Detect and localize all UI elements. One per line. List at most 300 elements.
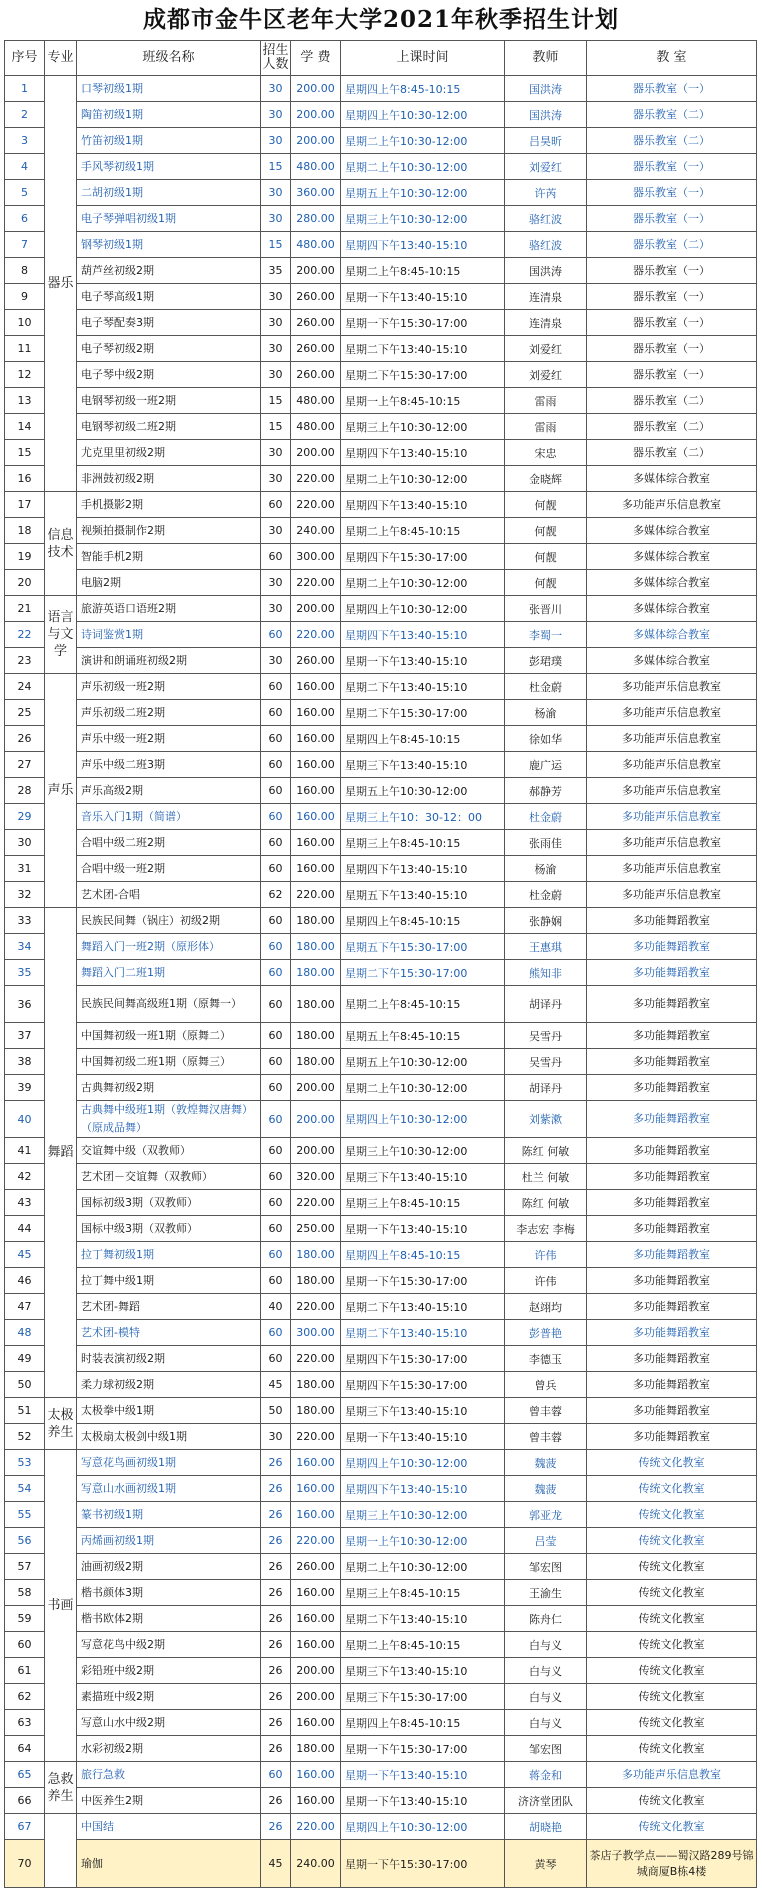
classroom-cell: 传统文化教室 — [587, 1684, 757, 1710]
teacher-cell: 何靓 — [505, 492, 587, 518]
class-name: 素描班中级2期 — [77, 1684, 261, 1710]
row-number: 63 — [5, 1710, 45, 1736]
fee-cell: 160.00 — [291, 1788, 341, 1814]
schedule-cell: 星期五下午13:40-15:10 — [341, 882, 505, 908]
fee-cell: 180.00 — [291, 908, 341, 934]
class-name: 合唱中级二班2期 — [77, 830, 261, 856]
class-name: 艺术团-模特 — [77, 1320, 261, 1346]
class-name: 演讲和朗诵班初级2期 — [77, 648, 261, 674]
teacher-cell: 白与义 — [505, 1710, 587, 1736]
table-row — [5, 934, 757, 960]
fee-cell: 220.00 — [291, 466, 341, 492]
major-cell: 太极养生 — [45, 1398, 77, 1450]
table-row — [5, 414, 757, 440]
teacher-cell: 刘爱红 — [505, 154, 587, 180]
teacher-cell: 张雨佳 — [505, 830, 587, 856]
table-row — [5, 258, 757, 284]
quota-cell: 45 — [261, 1840, 291, 1888]
class-name: 艺术团-舞蹈 — [77, 1294, 261, 1320]
schedule-cell: 星期一下午15:30-17:00 — [341, 1736, 505, 1762]
major-cell: 信息技术 — [45, 492, 77, 596]
schedule-cell: 星期二上午10:30-12:00 — [341, 466, 505, 492]
fee-cell: 480.00 — [291, 414, 341, 440]
quota-cell: 30 — [261, 310, 291, 336]
schedule-cell: 星期二下午13:40-15:10 — [341, 1320, 505, 1346]
row-number: 15 — [5, 440, 45, 466]
schedule-cell: 星期一下午13:40-15:10 — [341, 1424, 505, 1450]
classroom-cell: 多功能舞蹈教室 — [587, 908, 757, 934]
teacher-cell: 何靓 — [505, 518, 587, 544]
classroom-cell: 器乐教室（二） — [587, 388, 757, 414]
classroom-cell: 多功能舞蹈教室 — [587, 1023, 757, 1049]
fee-cell: 160.00 — [291, 674, 341, 700]
header-time: 上课时间 — [341, 41, 505, 76]
row-number: 66 — [5, 1788, 45, 1814]
quota-cell: 60 — [261, 1101, 291, 1138]
schedule-cell: 星期二上午10:30-12:00 — [341, 1075, 505, 1101]
quota-cell: 60 — [261, 1075, 291, 1101]
major-cell: 声乐 — [45, 674, 77, 908]
major-cell: 急救养生 — [45, 1762, 77, 1814]
schedule-cell: 星期一上午10:30-12:00 — [341, 1528, 505, 1554]
class-name: 葫芦丝初级2期 — [77, 258, 261, 284]
quota-cell: 60 — [261, 1138, 291, 1164]
quota-cell: 30 — [261, 336, 291, 362]
quota-cell: 26 — [261, 1502, 291, 1528]
class-name: 水彩初级2期 — [77, 1736, 261, 1762]
teacher-cell: 黄琴 — [505, 1840, 587, 1888]
table-row — [5, 596, 757, 622]
class-name: 国标初级3期（双教师） — [77, 1190, 261, 1216]
teacher-cell: 许伟 — [505, 1268, 587, 1294]
teacher-cell: 骆红波 — [505, 232, 587, 258]
quota-cell: 26 — [261, 1814, 291, 1840]
table-row — [5, 284, 757, 310]
teacher-cell: 雷雨 — [505, 388, 587, 414]
class-name: 楷书颜体3期 — [77, 1580, 261, 1606]
header-no: 序号 — [5, 41, 45, 76]
class-name: 音乐入门1期（简谱） — [77, 804, 261, 830]
classroom-cell: 多媒体综合教室 — [587, 622, 757, 648]
fee-cell: 160.00 — [291, 700, 341, 726]
row-number: 4 — [5, 154, 45, 180]
quota-cell: 30 — [261, 206, 291, 232]
teacher-cell: 蒋金和 — [505, 1762, 587, 1788]
schedule-cell: 星期一下午15:30-17:00 — [341, 310, 505, 336]
table-row — [5, 1138, 757, 1164]
teacher-cell: 陈红 何敏 — [505, 1190, 587, 1216]
classroom-cell: 多功能声乐信息教室 — [587, 830, 757, 856]
page-title: 成都市金牛区老年大学2021年秋季招生计划 — [142, 6, 619, 33]
class-name: 陶笛初级1期 — [77, 102, 261, 128]
fee-cell: 260.00 — [291, 284, 341, 310]
class-name: 太极拳中级1期 — [77, 1398, 261, 1424]
classroom-cell: 传统文化教室 — [587, 1710, 757, 1736]
row-number: 30 — [5, 830, 45, 856]
fee-cell: 480.00 — [291, 232, 341, 258]
table-row — [5, 1424, 757, 1450]
fee-cell: 180.00 — [291, 1372, 341, 1398]
schedule-cell: 星期二上午8:45-10:15 — [341, 986, 505, 1023]
table-row — [5, 1554, 757, 1580]
fee-cell: 160.00 — [291, 1606, 341, 1632]
schedule-cell: 星期四下午15:30-17:00 — [341, 1372, 505, 1398]
row-number: 56 — [5, 1528, 45, 1554]
quota-cell: 26 — [261, 1476, 291, 1502]
quota-cell: 50 — [261, 1398, 291, 1424]
schedule-cell: 星期四上午8:45-10:15 — [341, 1710, 505, 1736]
schedule-cell: 星期一下午15:30-17:00 — [341, 1268, 505, 1294]
classroom-cell: 茶店子教学点——蜀汉路289号锦城商厦B栋4楼 — [587, 1840, 757, 1888]
class-name: 声乐初级二班2期 — [77, 700, 261, 726]
row-number: 44 — [5, 1216, 45, 1242]
fee-cell: 160.00 — [291, 1502, 341, 1528]
table-row — [5, 1580, 757, 1606]
class-name: 柔力球初级2期 — [77, 1372, 261, 1398]
fee-cell: 160.00 — [291, 778, 341, 804]
fee-cell: 280.00 — [291, 206, 341, 232]
row-number: 28 — [5, 778, 45, 804]
schedule-cell: 星期三上午10：30-12：00 — [341, 804, 505, 830]
classroom-cell: 多功能声乐信息教室 — [587, 778, 757, 804]
quota-cell: 60 — [261, 752, 291, 778]
table-row — [5, 180, 757, 206]
classroom-cell: 多功能声乐信息教室 — [587, 726, 757, 752]
schedule-cell: 星期二上午10:30-12:00 — [341, 154, 505, 180]
quota-cell: 60 — [261, 674, 291, 700]
row-number: 27 — [5, 752, 45, 778]
row-number: 11 — [5, 336, 45, 362]
schedule-cell: 星期四下午15:30-17:00 — [341, 1346, 505, 1372]
classroom-cell: 传统文化教室 — [587, 1450, 757, 1476]
quota-cell: 30 — [261, 440, 291, 466]
classroom-cell: 多功能舞蹈教室 — [587, 1424, 757, 1450]
row-number: 52 — [5, 1424, 45, 1450]
table-row — [5, 1320, 757, 1346]
classroom-cell: 多功能舞蹈教室 — [587, 1294, 757, 1320]
row-number: 13 — [5, 388, 45, 414]
schedule-cell: 星期三下午13:40-15:10 — [341, 1164, 505, 1190]
row-number: 7 — [5, 232, 45, 258]
quota-cell: 60 — [261, 1268, 291, 1294]
schedule-cell: 星期四上午10:30-12:00 — [341, 1450, 505, 1476]
table-row — [5, 362, 757, 388]
fee-cell: 200.00 — [291, 76, 341, 102]
quota-cell: 26 — [261, 1554, 291, 1580]
row-number: 48 — [5, 1320, 45, 1346]
class-name: 合唱中级一班2期 — [77, 856, 261, 882]
teacher-cell: 郝静芳 — [505, 778, 587, 804]
teacher-cell: 张晋川 — [505, 596, 587, 622]
header-teacher: 教师 — [505, 41, 587, 76]
class-name: 拉丁舞初级1期 — [77, 1242, 261, 1268]
table-row — [5, 986, 757, 1023]
class-name: 尤克里里初级2期 — [77, 440, 261, 466]
table-row — [5, 1450, 757, 1476]
table-row — [5, 1658, 757, 1684]
classroom-cell: 传统文化教室 — [587, 1606, 757, 1632]
major-cell: 舞蹈 — [45, 908, 77, 1398]
teacher-cell: 郭亚龙 — [505, 1502, 587, 1528]
fee-cell: 220.00 — [291, 570, 341, 596]
classroom-cell: 多功能舞蹈教室 — [587, 1242, 757, 1268]
class-name: 丙烯画初级1期 — [77, 1528, 261, 1554]
teacher-cell: 国洪涛 — [505, 76, 587, 102]
fee-cell: 200.00 — [291, 102, 341, 128]
fee-cell: 180.00 — [291, 1023, 341, 1049]
fee-cell: 240.00 — [291, 1840, 341, 1888]
schedule-cell: 星期二下午15:30-17:00 — [341, 700, 505, 726]
table-row — [5, 336, 757, 362]
row-number: 53 — [5, 1450, 45, 1476]
class-name: 民族民间舞（锅庄）初级2期 — [77, 908, 261, 934]
row-number: 41 — [5, 1138, 45, 1164]
quota-cell: 30 — [261, 180, 291, 206]
classroom-cell: 多媒体综合教室 — [587, 596, 757, 622]
teacher-cell: 国洪涛 — [505, 102, 587, 128]
row-number: 1 — [5, 76, 45, 102]
table-row — [5, 388, 757, 414]
class-name: 写意花鸟中级2期 — [77, 1632, 261, 1658]
fee-cell: 180.00 — [291, 1736, 341, 1762]
header-fee: 学 费 — [291, 41, 341, 76]
class-name: 电钢琴初级二班2期 — [77, 414, 261, 440]
row-number: 62 — [5, 1684, 45, 1710]
fee-cell: 200.00 — [291, 440, 341, 466]
fee-cell: 160.00 — [291, 726, 341, 752]
fee-cell: 200.00 — [291, 1138, 341, 1164]
quota-cell: 30 — [261, 518, 291, 544]
fee-cell: 200.00 — [291, 258, 341, 284]
fee-cell: 480.00 — [291, 388, 341, 414]
table-row — [5, 1268, 757, 1294]
table-row — [5, 154, 757, 180]
row-number: 23 — [5, 648, 45, 674]
row-number: 70 — [5, 1840, 45, 1888]
row-number: 34 — [5, 934, 45, 960]
quota-cell: 60 — [261, 700, 291, 726]
fee-cell: 220.00 — [291, 622, 341, 648]
teacher-cell: 刘爱红 — [505, 362, 587, 388]
teacher-cell: 曾丰蓉 — [505, 1424, 587, 1450]
table-row — [5, 778, 757, 804]
teacher-cell: 济济堂团队 — [505, 1788, 587, 1814]
row-number: 18 — [5, 518, 45, 544]
teacher-cell: 曾兵 — [505, 1372, 587, 1398]
schedule-cell: 星期三下午13:40-15:10 — [341, 1398, 505, 1424]
fee-cell: 220.00 — [291, 1294, 341, 1320]
table-row — [5, 960, 757, 986]
fee-cell: 260.00 — [291, 336, 341, 362]
classroom-cell: 传统文化教室 — [587, 1580, 757, 1606]
fee-cell: 160.00 — [291, 1632, 341, 1658]
classroom-cell: 多功能舞蹈教室 — [587, 986, 757, 1023]
class-name: 视频拍摄制作2期 — [77, 518, 261, 544]
quota-cell: 60 — [261, 804, 291, 830]
quota-cell: 30 — [261, 128, 291, 154]
quota-cell: 60 — [261, 1346, 291, 1372]
header-class-name: 班级名称 — [77, 41, 261, 76]
classroom-cell: 多功能声乐信息教室 — [587, 856, 757, 882]
schedule-cell: 星期四上午10:30-12:00 — [341, 596, 505, 622]
quota-cell: 60 — [261, 1320, 291, 1346]
table-row — [5, 492, 757, 518]
schedule-cell: 星期二上午10:30-12:00 — [341, 1554, 505, 1580]
quota-cell: 15 — [261, 232, 291, 258]
row-number: 46 — [5, 1268, 45, 1294]
quota-cell: 60 — [261, 1242, 291, 1268]
quota-cell: 26 — [261, 1528, 291, 1554]
row-number: 35 — [5, 960, 45, 986]
teacher-cell: 杨渝 — [505, 856, 587, 882]
classroom-cell: 多功能舞蹈教室 — [587, 1138, 757, 1164]
quota-cell: 26 — [261, 1658, 291, 1684]
row-number: 36 — [5, 986, 45, 1023]
schedule-cell: 星期二下午13:40-15:10 — [341, 1606, 505, 1632]
classroom-cell: 多功能舞蹈教室 — [587, 1216, 757, 1242]
fee-cell: 260.00 — [291, 310, 341, 336]
quota-cell: 30 — [261, 648, 291, 674]
table-row — [5, 1242, 757, 1268]
fee-cell: 260.00 — [291, 1554, 341, 1580]
class-name: 电子琴配奏3期 — [77, 310, 261, 336]
teacher-cell: 胡译丹 — [505, 986, 587, 1023]
table-row — [5, 1684, 757, 1710]
teacher-cell: 白与义 — [505, 1684, 587, 1710]
quota-cell: 60 — [261, 934, 291, 960]
class-name: 写意花鸟画初级1期 — [77, 1450, 261, 1476]
teacher-cell: 李德玉 — [505, 1346, 587, 1372]
teacher-cell: 杜金蔚 — [505, 882, 587, 908]
table-row — [5, 1216, 757, 1242]
class-name: 交谊舞中级（双教师） — [77, 1138, 261, 1164]
teacher-cell: 鹿广运 — [505, 752, 587, 778]
fee-cell: 260.00 — [291, 362, 341, 388]
table-row — [5, 518, 757, 544]
fee-cell: 220.00 — [291, 1424, 341, 1450]
classroom-cell: 多功能舞蹈教室 — [587, 960, 757, 986]
class-name: 民族民间舞高级班1期（原舞一） — [77, 986, 261, 1023]
fee-cell: 160.00 — [291, 1580, 341, 1606]
schedule-cell: 星期三上午10:30-12:00 — [341, 206, 505, 232]
quota-cell: 60 — [261, 544, 291, 570]
quota-cell: 45 — [261, 1372, 291, 1398]
class-name: 电子琴初级2期 — [77, 336, 261, 362]
schedule-cell: 星期四上午8:45-10:15 — [341, 908, 505, 934]
quota-cell: 60 — [261, 778, 291, 804]
schedule-cell: 星期三下午13:40-15:10 — [341, 752, 505, 778]
classroom-cell: 器乐教室（一） — [587, 310, 757, 336]
row-number: 37 — [5, 1023, 45, 1049]
quota-cell: 60 — [261, 622, 291, 648]
fee-cell: 200.00 — [291, 596, 341, 622]
teacher-cell: 李志宏 李梅 — [505, 1216, 587, 1242]
classroom-cell: 多功能舞蹈教室 — [587, 1268, 757, 1294]
row-number: 33 — [5, 908, 45, 934]
row-number: 8 — [5, 258, 45, 284]
classroom-cell: 器乐教室（一） — [587, 362, 757, 388]
class-name: 智能手机2期 — [77, 544, 261, 570]
table-row — [5, 1710, 757, 1736]
teacher-cell: 金晓辉 — [505, 466, 587, 492]
schedule-cell: 星期四下午13:40-15:10 — [341, 232, 505, 258]
classroom-cell: 多功能舞蹈教室 — [587, 1049, 757, 1075]
fee-cell: 180.00 — [291, 1049, 341, 1075]
classroom-cell: 多功能舞蹈教室 — [587, 1372, 757, 1398]
row-number: 50 — [5, 1372, 45, 1398]
header-quota: 招生人数 — [261, 41, 291, 76]
teacher-cell: 邹宏图 — [505, 1736, 587, 1762]
classroom-cell: 多功能声乐信息教室 — [587, 882, 757, 908]
class-name: 二胡初级1期 — [77, 180, 261, 206]
table-row — [5, 1190, 757, 1216]
teacher-cell: 白与义 — [505, 1658, 587, 1684]
fee-cell: 160.00 — [291, 1450, 341, 1476]
classroom-cell: 器乐教室（一） — [587, 206, 757, 232]
teacher-cell: 王惠琪 — [505, 934, 587, 960]
class-name: 写意山水画初级1期 — [77, 1476, 261, 1502]
table-row — [5, 1788, 757, 1814]
row-number: 32 — [5, 882, 45, 908]
teacher-cell: 王渝生 — [505, 1580, 587, 1606]
fee-cell: 180.00 — [291, 934, 341, 960]
table-row — [5, 570, 757, 596]
teacher-cell: 曾丰蓉 — [505, 1398, 587, 1424]
classroom-cell: 传统文化教室 — [587, 1788, 757, 1814]
class-name: 声乐中级一班2期 — [77, 726, 261, 752]
schedule-cell: 星期一上午8:45-10:15 — [341, 388, 505, 414]
row-number: 65 — [5, 1762, 45, 1788]
row-number: 16 — [5, 466, 45, 492]
header-room: 教 室 — [587, 41, 757, 76]
quota-cell: 60 — [261, 830, 291, 856]
fee-cell: 200.00 — [291, 1101, 341, 1138]
quota-cell: 62 — [261, 882, 291, 908]
schedule-cell: 星期五上午10:30-12:00 — [341, 778, 505, 804]
teacher-cell: 彭普艳 — [505, 1320, 587, 1346]
teacher-cell: 雷雨 — [505, 414, 587, 440]
major-cell: 书画 — [45, 1450, 77, 1762]
class-name: 旅行急救 — [77, 1762, 261, 1788]
class-name: 国标中级3期（双教师） — [77, 1216, 261, 1242]
table-row — [5, 1023, 757, 1049]
schedule-cell: 星期四下午13:40-15:10 — [341, 440, 505, 466]
quota-cell: 30 — [261, 284, 291, 310]
schedule-cell: 星期二下午15:30-17:00 — [341, 960, 505, 986]
class-name: 写意山水中级2期 — [77, 1710, 261, 1736]
quota-cell: 26 — [261, 1606, 291, 1632]
row-number: 51 — [5, 1398, 45, 1424]
row-number: 2 — [5, 102, 45, 128]
fee-cell: 360.00 — [291, 180, 341, 206]
table-row — [5, 232, 757, 258]
table-row — [5, 1164, 757, 1190]
quota-cell: 30 — [261, 362, 291, 388]
table-row — [5, 1606, 757, 1632]
table-row — [5, 1528, 757, 1554]
classroom-cell: 传统文化教室 — [587, 1554, 757, 1580]
row-number: 20 — [5, 570, 45, 596]
row-number: 43 — [5, 1190, 45, 1216]
classroom-cell: 多功能声乐信息教室 — [587, 804, 757, 830]
schedule-cell: 星期五上午8:45-10:15 — [341, 1023, 505, 1049]
classroom-cell: 多功能声乐信息教室 — [587, 752, 757, 778]
classroom-cell: 器乐教室（二） — [587, 128, 757, 154]
classroom-cell: 器乐教室（一） — [587, 76, 757, 102]
schedule-cell: 星期四上午8:45-10:15 — [341, 726, 505, 752]
row-number: 12 — [5, 362, 45, 388]
teacher-cell: 国洪涛 — [505, 258, 587, 284]
